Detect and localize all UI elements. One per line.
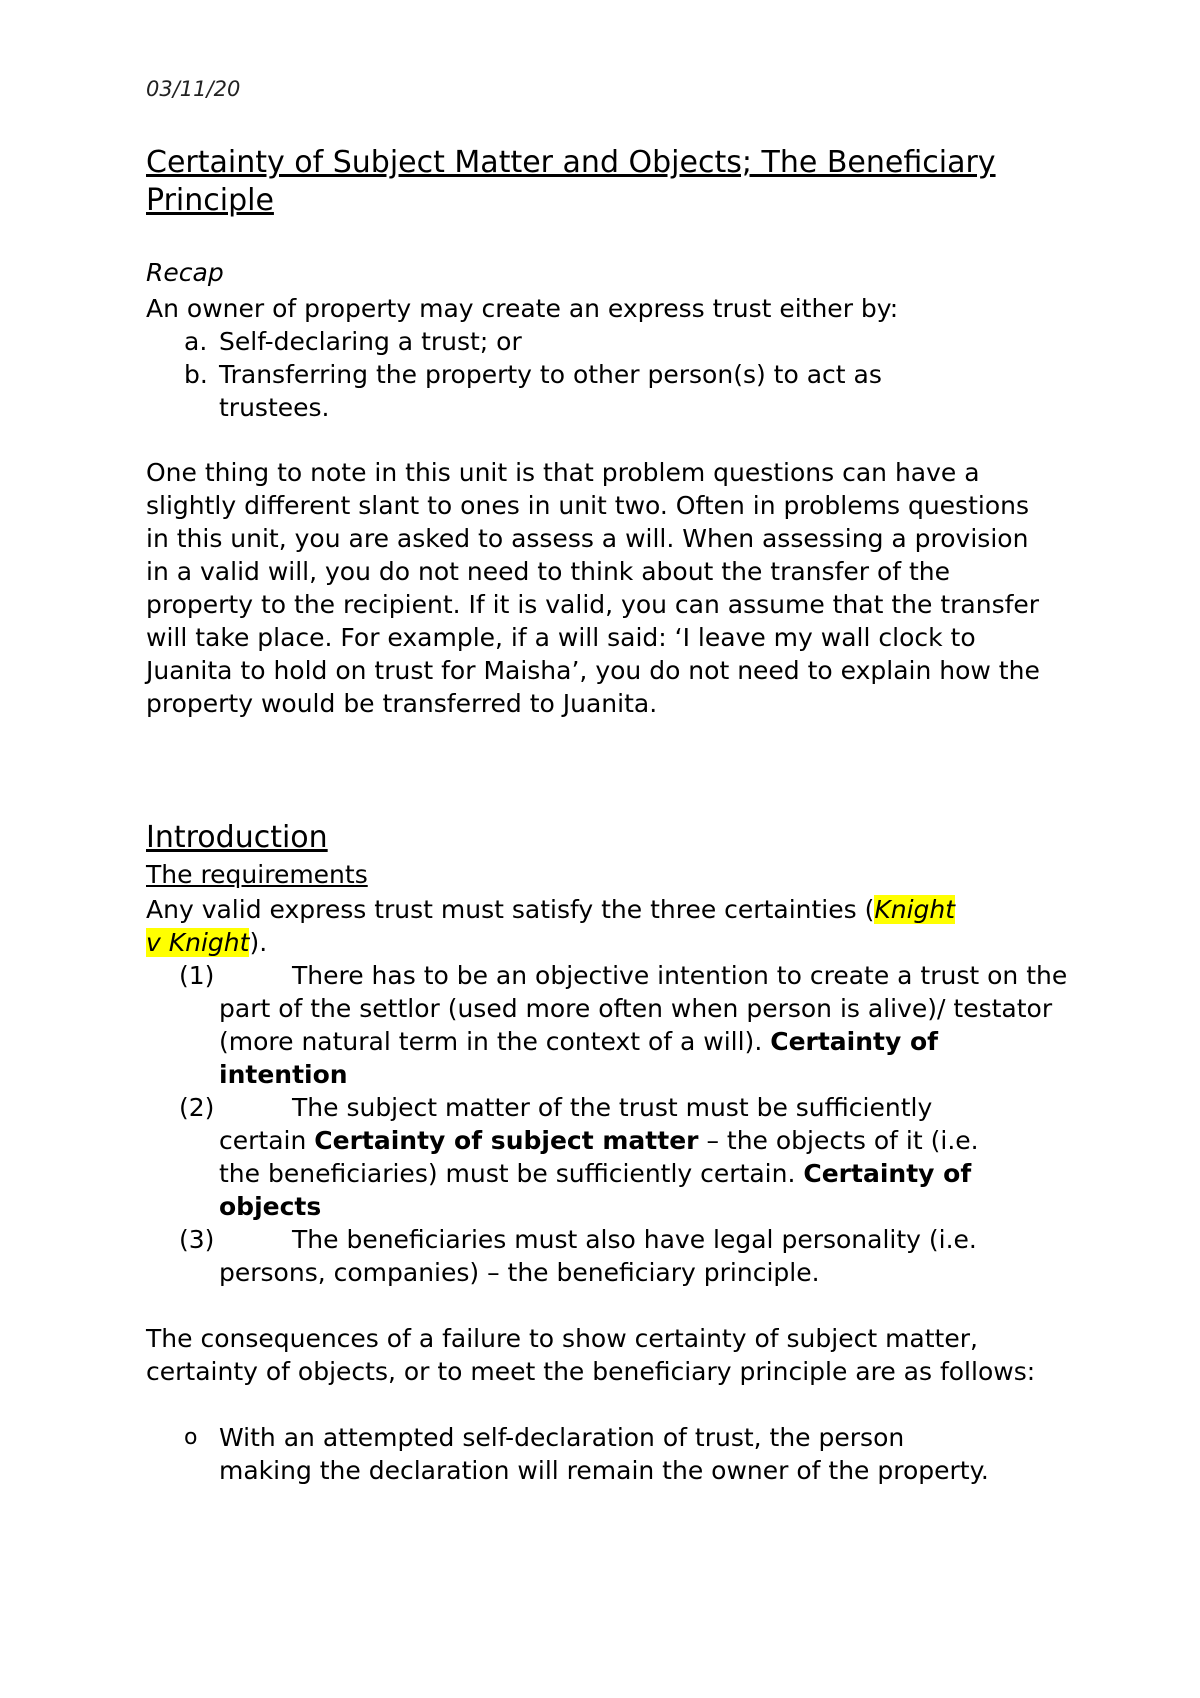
lead-text: Any valid express trust must satisfy the three certainties ( (146, 895, 875, 924)
recap-note-paragraph: One thing to note in this unit is that problem questions can have a slightly different slant to ones in unit two. Often in problems questions in this unit, you are asked to assess a will. When assessing a provision in a valid will, you do not need to think about the transfer of the property to the recipient. If it is valid, you can assume that the transfer will take place. For example, if a will said: ‘I leave my wall clock to Juanita to hold on trust for Maisha’, you do not need to explain how the property would be transferred to Juanita. (146, 458, 1040, 718)
requirement-bold-term: Certainty of subject matter (314, 1126, 699, 1155)
requirement-bold-term-2: Certainty of objects (219, 1159, 972, 1221)
page-title: Certainty of Subject Matter and Objects; The Beneficiary Principle (146, 145, 996, 218)
requirement-bold-term: Certainty of intention (219, 1027, 939, 1089)
requirement-body: The subject matter of the trust must be sufficiently certain (219, 1093, 933, 1155)
case-citation-highlight: Knight v Knight (146, 895, 956, 957)
recap-list-item-b (146, 358, 1076, 424)
requirement-body: There has to be an objective intention to create a trust on the part of the settlor (used more often when person is alive)/ testator (more natural term in the context of a will). (219, 961, 1068, 1056)
requirements-lead (146, 893, 966, 959)
recap-label: Recap (146, 258, 224, 287)
requirement-body-continued: – the objects of it (i.e. the beneficiaries) must be sufficiently certain. (219, 1126, 979, 1188)
list-item-text: Transferring the property to other person(s) to act as trustees. (219, 360, 882, 422)
recap-list-item-a (146, 325, 1076, 358)
list-marker: b. (184, 360, 208, 389)
requirement-item-1 (146, 959, 1076, 1091)
requirement-marker: (3) (179, 1225, 215, 1254)
list-item-text: Self-declaring a trust; or (219, 327, 522, 356)
requirement-marker: (2) (179, 1093, 215, 1122)
bullet-text: With an attempted self-declaration of trust, the person making the declaration will remain the owner of the property. (219, 1423, 989, 1485)
consequences-paragraph: The consequences of a failure to show certainty of subject matter, certainty of objects, or to meet the beneficiary principle are as follows: (146, 1324, 1036, 1386)
list-marker: a. (184, 327, 208, 356)
requirement-item-2 (146, 1091, 1076, 1223)
recap-intro: An owner of property may create an express trust either by: (146, 294, 899, 323)
requirement-text: The beneficiaries must also have legal personality (i.e. persons, companies) – the beneficiary principle. (219, 1225, 977, 1287)
consequence-bullet-item (146, 1421, 1076, 1487)
introduction-heading: Introduction (146, 820, 328, 855)
requirement-marker: (1) (179, 961, 215, 990)
document-date: 03/11/20 (146, 77, 241, 101)
requirement-item-3 (146, 1223, 1076, 1289)
requirement-text (219, 959, 1069, 1091)
requirements-subheading: The requirements (146, 860, 368, 889)
bullet-marker: o (184, 1425, 198, 1450)
requirement-text (219, 1091, 1019, 1223)
lead-text-end: ). (249, 928, 268, 957)
